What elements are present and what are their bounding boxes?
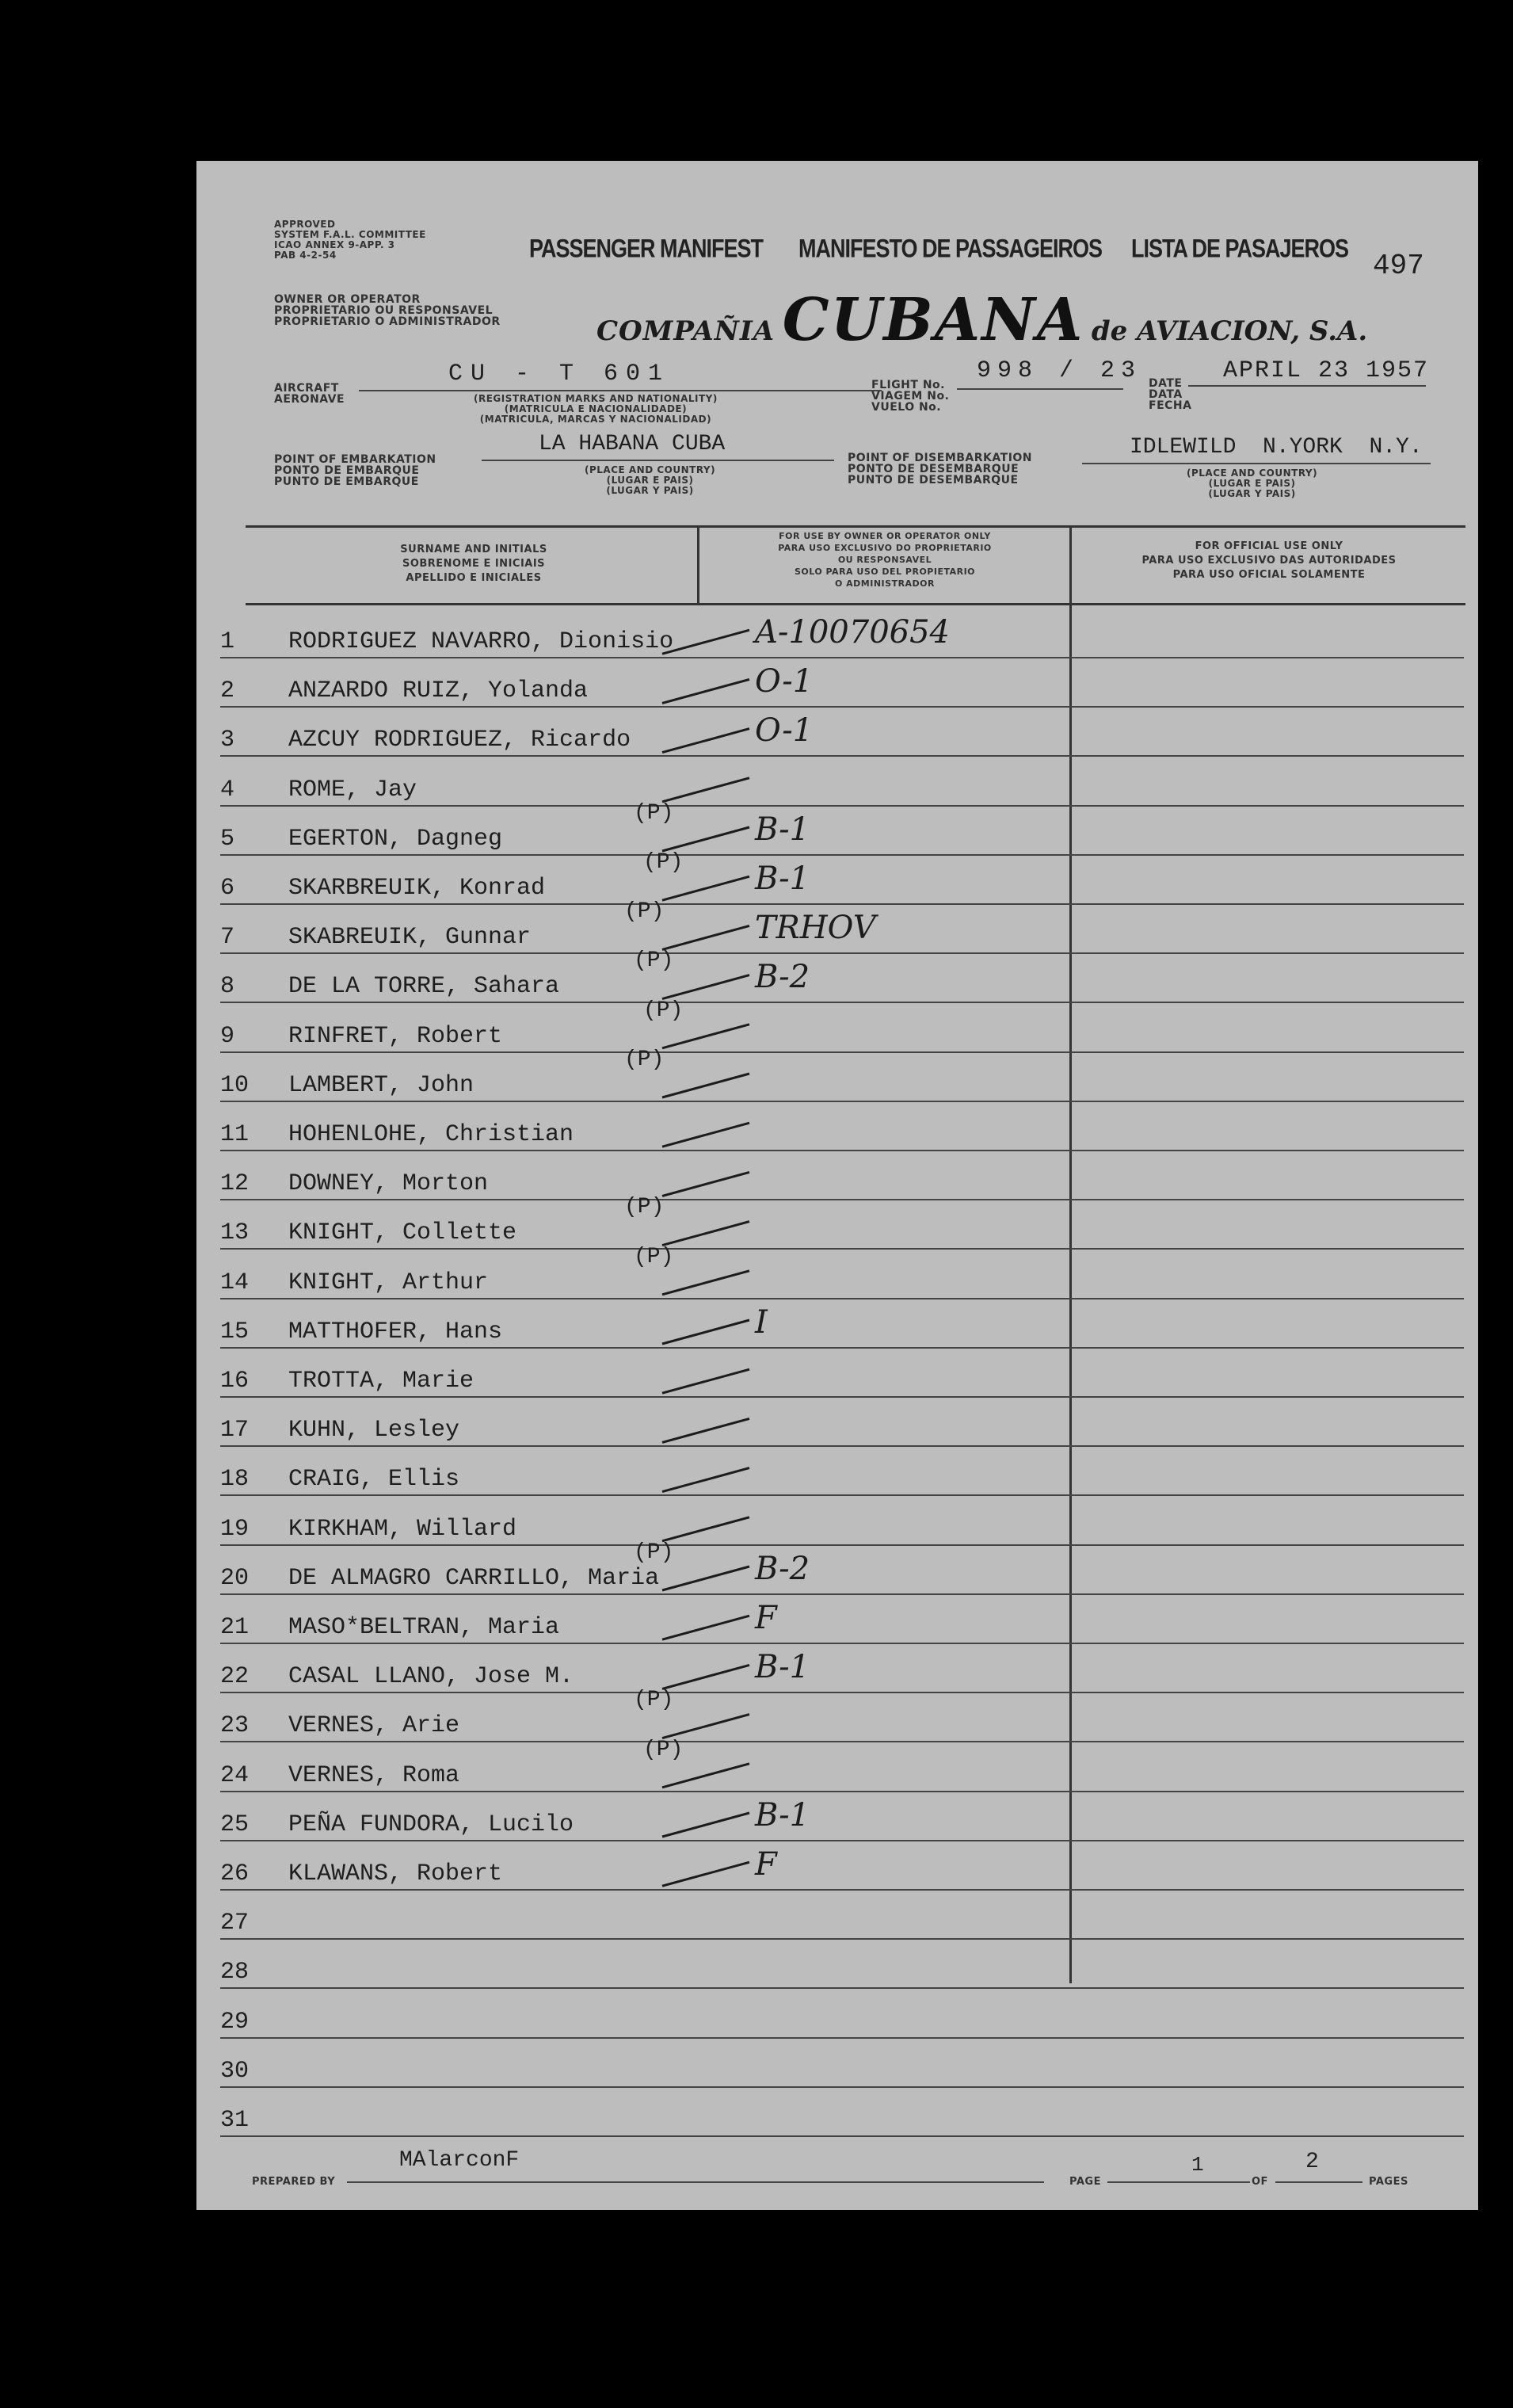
disembark-label-line: POINT OF DISEMBARKATION	[848, 452, 1033, 464]
approval-line: APPROVED	[274, 219, 336, 230]
check-stroke	[662, 1222, 749, 1246]
of-rule	[1275, 2181, 1362, 2183]
title-es: LISTA DE PASAJEROS	[1131, 234, 1349, 263]
date-label-line: DATA	[1149, 388, 1183, 401]
logo-company: COMPAÑIA	[596, 315, 776, 347]
aircraft-sublabel-line: (MATRICULA, MARCAS Y NACIONALIDAD)	[479, 414, 712, 425]
row-number: 21	[220, 1614, 250, 1641]
visa-code: I	[755, 1303, 768, 1341]
row-number: 28	[220, 1959, 250, 1986]
page-value: 1	[1191, 2153, 1204, 2177]
date-label-line: FECHA	[1149, 399, 1192, 412]
check-stroke	[662, 1369, 749, 1393]
flight-label-line: VIAGEM No.	[871, 390, 950, 403]
passenger-name: VERNES, Roma	[288, 1761, 460, 1789]
embark-sublabel-line: (PLACE AND COUNTRY)	[585, 464, 716, 475]
aircraft-sublabel-line: (REGISTRATION MARKS AND NATIONALITY)	[474, 393, 718, 404]
passenger-name: RINFRET, Robert	[288, 1022, 503, 1050]
visa-code: B-1	[755, 811, 810, 848]
check-stroke	[662, 1074, 749, 1097]
disembark-label-line: PONTO DE DESEMBARQUE	[848, 463, 1019, 475]
passenger-name: CRAIG, Ellis	[288, 1466, 460, 1494]
check-stroke	[662, 1715, 749, 1738]
flight-label-line: VUELO No.	[871, 401, 942, 414]
header-names-line: APELLIDO E INICIALES	[406, 572, 542, 584]
row-number: 27	[220, 1910, 250, 1937]
header-official-line: PARA USO OFICIAL SOLAMENTE	[1172, 569, 1366, 581]
row-number: 14	[220, 1269, 250, 1296]
check-stroke	[662, 1616, 749, 1639]
check-stroke	[662, 679, 749, 703]
check-stroke	[662, 975, 749, 999]
row-number: 20	[220, 1564, 250, 1592]
of-label: OF	[1252, 2176, 1268, 2188]
header-owner-line: OU RESPONSAVEL	[837, 555, 932, 565]
row-number: 23	[220, 1712, 250, 1740]
header-owner-line: O ADMINISTRADOR	[834, 578, 936, 589]
passenger-name: KUHN, Lesley	[288, 1417, 460, 1444]
passenger-name: KIRKHAM, Willard	[288, 1515, 517, 1543]
check-stroke	[662, 876, 749, 900]
passenger-name: HOHENLOHE, Christian	[288, 1121, 574, 1148]
check-stroke	[662, 1320, 749, 1344]
row-number: 3	[220, 727, 235, 754]
embark-label-line: PUNTO DE EMBARQUE	[274, 475, 419, 488]
row-number: 2	[220, 677, 235, 705]
row-number: 16	[220, 1368, 250, 1395]
visa-code: B-1	[755, 1796, 810, 1834]
date-label-line: DATE	[1149, 377, 1183, 390]
visa-code: O-1	[755, 712, 814, 750]
owner-label-line: OWNER OR OPERATOR	[274, 293, 421, 306]
disembark-label-line: PUNTO DE DESEMBARQUE	[848, 474, 1019, 487]
check-stroke	[662, 1025, 749, 1048]
passport-mark: (P)	[624, 1047, 665, 1072]
visa-code: TRHOV	[755, 910, 876, 947]
row-number: 1	[220, 628, 235, 655]
prepared-by-value: MAlarconF	[399, 2148, 520, 2173]
check-stroke	[662, 1418, 749, 1442]
header-names-line: SOBRENOME E INICIAIS	[402, 558, 546, 570]
passenger-name: PEÑA FUNDORA, Lucilo	[288, 1811, 574, 1838]
flight-label-line: FLIGHT No.	[871, 379, 945, 391]
visa-code: B-1	[755, 861, 810, 897]
row-number: 15	[220, 1318, 250, 1345]
passenger-name: KNIGHT, Collette	[288, 1219, 517, 1247]
row-number: 31	[220, 2107, 250, 2134]
title-pt: MANIFESTO DE PASSAGEIROS	[798, 234, 1103, 263]
aircraft-label-line: AIRCRAFT	[274, 382, 339, 395]
tick-marks	[196, 161, 1478, 2210]
row-number: 11	[220, 1121, 250, 1148]
check-stroke	[662, 1665, 749, 1689]
aircraft-sublabel-line: (MATRICULA E NACIONALIDADE)	[504, 403, 688, 414]
passenger-name: CASAL LLANO, Jose M.	[288, 1663, 574, 1691]
check-stroke	[662, 1172, 749, 1196]
disembark-sublabel-line: (LUGAR Y PAIS)	[1208, 488, 1296, 499]
prepared-by-label: PREPARED BY	[252, 2176, 336, 2188]
passport-mark: (P)	[634, 1688, 674, 1713]
passenger-name: DOWNEY, Morton	[288, 1170, 489, 1198]
passport-mark: (P)	[634, 1540, 674, 1565]
row-number: 29	[220, 2008, 250, 2036]
row-number: 19	[220, 1515, 250, 1543]
row-number: 24	[220, 1761, 250, 1789]
row-number: 18	[220, 1466, 250, 1494]
passenger-name: KLAWANS, Robert	[288, 1860, 503, 1887]
row-number: 17	[220, 1417, 250, 1444]
visa-code: A-10070654	[755, 614, 950, 651]
passport-mark: (P)	[634, 1244, 674, 1269]
logo-main: CUBANA	[782, 286, 1084, 354]
passport-mark: (P)	[634, 948, 674, 974]
check-stroke	[662, 778, 749, 802]
visa-code: B-2	[755, 1550, 810, 1587]
row-number: 26	[220, 1860, 250, 1887]
logo-suffix: de AVIACION, S.A.	[1091, 315, 1368, 347]
disembark-sublabel-line: (LUGAR E PAIS)	[1208, 478, 1296, 489]
row-number: 12	[220, 1170, 250, 1198]
header-official-line: PARA USO EXCLUSIVO DAS AUTORIDADES	[1141, 555, 1397, 567]
embark-label-line: PONTO DE EMBARQUE	[274, 464, 420, 477]
check-stroke	[662, 1862, 749, 1886]
passenger-name: MASO*BELTRAN, Maria	[288, 1614, 560, 1641]
row-number: 6	[220, 875, 235, 902]
passenger-name: MATTHOFER, Hans	[288, 1318, 503, 1345]
passport-mark: (P)	[643, 850, 684, 875]
visa-code: B-1	[755, 1649, 810, 1686]
row-number: 13	[220, 1219, 250, 1247]
row-number: 8	[220, 973, 235, 1001]
passport-mark: (P)	[634, 800, 674, 826]
of-value: 2	[1305, 2150, 1319, 2174]
passport-mark: (P)	[643, 998, 684, 1023]
aircraft-label-line: AERONAVE	[274, 393, 345, 406]
visa-code: F	[755, 1846, 777, 1883]
page-stamp: 497	[1373, 250, 1424, 282]
title-en: PASSENGER MANIFEST	[529, 234, 764, 263]
approval-line: SYSTEM F.A.L. COMMITTEE	[274, 229, 426, 240]
check-stroke	[662, 1271, 749, 1295]
check-stroke	[662, 1764, 749, 1788]
header-names-line: SURNAME AND INITIALS	[400, 544, 547, 555]
passenger-name: DE ALMAGRO CARRILLO, Maria	[288, 1564, 660, 1592]
header-owner-line: PARA USO EXCLUSIVO DO PROPRIETARIO	[778, 543, 992, 553]
row-number: 4	[220, 776, 235, 803]
flight-value: 998 / 23	[977, 357, 1142, 384]
header-official-line: FOR OFFICIAL USE ONLY	[1195, 540, 1343, 552]
passenger-name: SKABREUIK, Gunnar	[288, 924, 532, 952]
passenger-name: VERNES, Arie	[288, 1712, 460, 1740]
check-stroke	[662, 925, 749, 949]
check-stroke	[662, 1123, 749, 1147]
passenger-name: RODRIGUEZ NAVARRO, Dionisio	[288, 628, 674, 655]
owner-label-line: PROPRIETARIO O ADMINISTRADOR	[274, 315, 501, 328]
check-stroke	[662, 1567, 749, 1590]
row-number: 30	[220, 2057, 250, 2085]
check-stroke	[662, 827, 749, 851]
page-rule	[1107, 2181, 1250, 2183]
approval-line: PAB 4-2-54	[274, 250, 337, 261]
row-number: 5	[220, 825, 235, 853]
passport-mark: (P)	[643, 1737, 684, 1762]
visa-code: B-2	[755, 959, 810, 996]
header-owner-line: FOR USE BY OWNER OR OPERATOR ONLY	[779, 531, 991, 541]
check-stroke	[662, 1813, 749, 1837]
manifest-sheet	[196, 161, 1478, 2210]
row-number: 25	[220, 1811, 250, 1838]
visa-code: O-1	[755, 663, 814, 700]
row-number: 10	[220, 1071, 250, 1099]
passenger-name: AZCUY RODRIGUEZ, Ricardo	[288, 727, 631, 754]
passenger-name: TROTTA, Marie	[288, 1368, 474, 1395]
passenger-name: LAMBERT, John	[288, 1071, 474, 1099]
passenger-name: KNIGHT, Arthur	[288, 1269, 489, 1296]
passenger-name: DE LA TORRE, Sahara	[288, 973, 560, 1001]
header-owner-line: SOLO PARA USO DEL PROPIETARIO	[794, 567, 976, 577]
page-label: PAGE	[1069, 2176, 1101, 2188]
passenger-name: SKARBREUIK, Konrad	[288, 875, 546, 902]
embark-label-line: POINT OF EMBARKATION	[274, 453, 436, 466]
row-number: 22	[220, 1663, 250, 1691]
check-stroke	[662, 1468, 749, 1492]
check-stroke	[662, 1517, 749, 1541]
passenger-name: EGERTON, Dagneg	[288, 825, 503, 853]
passenger-name: ROME, Jay	[288, 776, 417, 803]
embark-value: LA HABANA CUBA	[539, 432, 726, 456]
visa-code: F	[755, 1600, 777, 1636]
aircraft-value: CU - T 601	[448, 361, 671, 387]
check-stroke	[662, 630, 749, 654]
embark-sublabel-line: (LUGAR E PAIS)	[606, 475, 694, 486]
embark-sublabel-line: (LUGAR Y PAIS)	[606, 485, 694, 496]
prepared-by-rule	[347, 2181, 1044, 2183]
check-stroke	[662, 729, 749, 753]
pages-label: PAGES	[1369, 2176, 1408, 2188]
disembark-sublabel-line: (PLACE AND COUNTRY)	[1187, 467, 1318, 479]
row-number: 9	[220, 1022, 235, 1050]
passenger-name: ANZARDO RUIZ, Yolanda	[288, 677, 589, 705]
passport-mark: (P)	[624, 899, 665, 925]
approval-line: ICAO ANNEX 9-APP. 3	[274, 239, 395, 250]
passport-mark: (P)	[624, 1195, 665, 1220]
date-value: APRIL 23 1957	[1223, 357, 1430, 384]
owner-label-line: PROPRIETARIO OU RESPONSAVEL	[274, 304, 494, 317]
disembark-value: IDLEWILD N.YORK N.Y.	[1130, 435, 1423, 460]
row-number: 7	[220, 924, 235, 952]
